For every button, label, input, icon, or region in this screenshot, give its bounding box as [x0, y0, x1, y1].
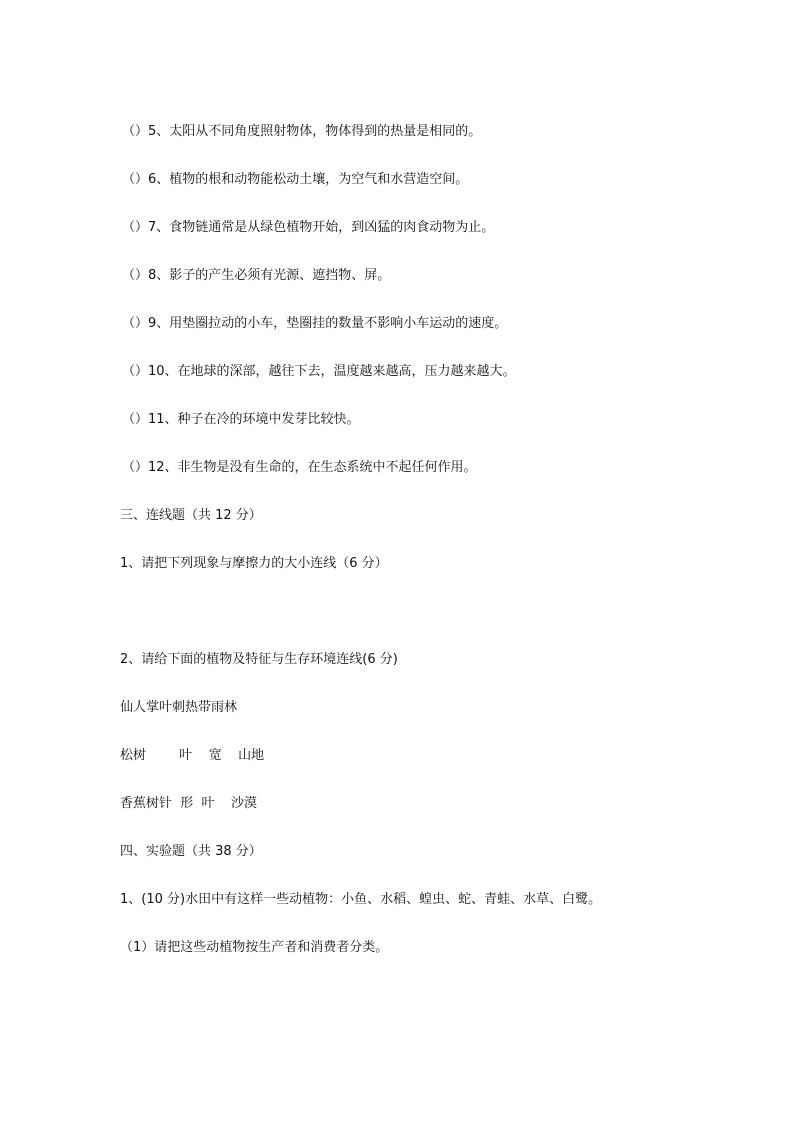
matching-row-1: 仙人掌叶刺热带雨林	[120, 700, 238, 715]
matching-question-1: 1、请把下列现象与摩擦力的大小连线（6 分）	[120, 556, 388, 571]
question-11: （）11、种子在冷的环境中发芽比较快。	[122, 412, 360, 427]
question-10: （）10、在地球的深部，越往下去，温度越来越高，压力越来越大。	[122, 364, 516, 379]
question-5: （）5、太阳从不同角度照射物体，物体得到的热量是相同的。	[122, 124, 482, 139]
question-9: （）9、用垫圈拉动的小车，垫圈挂的数量不影响小车运动的速度。	[122, 316, 508, 331]
matching-row-2: 松树 叶 宽 山地	[120, 748, 265, 763]
question-6: （）6、植物的根和动物能松动土壤，为空气和水营造空间。	[122, 172, 469, 187]
matching-question-2: 2、请给下面的植物及特征与生存环境连线(6 分)	[120, 652, 398, 667]
experiment-subquestion-1: （1）请把这些动植物按生产者和消费者分类。	[120, 940, 389, 955]
question-8: （）8、影子的产生必须有光源、遮挡物、屏。	[122, 268, 391, 283]
matching-row-3: 香蕉树针 形 叶 沙漠	[120, 796, 258, 811]
experiment-question-1: 1、(10 分)水田中有这样一些动植物：小鱼、水稻、蝗虫、蛇、青蛙、水草、白鹭。	[120, 892, 602, 907]
question-12: （）12、非生物是没有生命的，在生态系统中不起任何作用。	[122, 460, 477, 475]
section-four-heading: 四、实验题（共 38 分）	[120, 844, 262, 859]
question-7: （）7、食物链通常是从绿色植物开始，到凶猛的肉食动物为止。	[122, 220, 495, 235]
section-three-heading: 三、连线题（共 12 分）	[120, 508, 262, 523]
